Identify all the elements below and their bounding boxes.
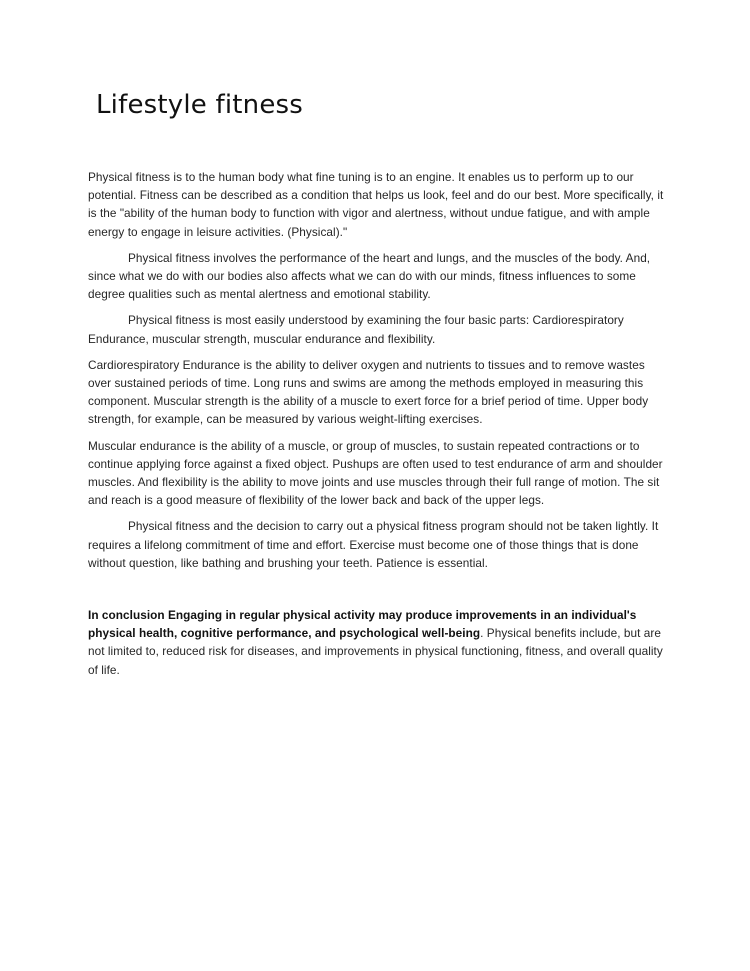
- paragraph-intro: Physical fitness is to the human body what fine tuning is to an engine. It enables us to perform up to our potential. Fitness can be described as a condition that helps us look, feel and do our best. More specifically, it is the "ability of the human body to function with vigor and alertness, without undue fatigue, and with ample energy to engage in leisure activities. (Physical).": [88, 170, 664, 239]
- paragraph-heart-lungs: Physical fitness involves the performance of the heart and lungs, and the muscles of the body. And, since what we do with our bodies also affects what we can do with our minds, fitness influences to some degree qualities such as mental alertness and emotional stability.: [88, 250, 651, 302]
- paragraph-four-parts: Physical fitness is most easily understood by examining the four basic parts: Cardiorespiratory Endurance, muscular strength, muscular endurance and flexibility.: [88, 313, 624, 346]
- conclusion-rest-text: . Physical benefits include, but are not limited to, reduced risk for diseases, and improvements in physical functioning, fitness, and overall quality of life.: [88, 626, 663, 677]
- paragraph-cardio-strength: Cardiorespiratory Endurance is the ability to deliver oxygen and nutrients to tissues and to remove wastes over sustained periods of time. Long runs and swims are among the methods employed in measuring this component. Muscular strength is the ability of a muscle to exert force for a brief period of time. Upper body strength, for example, can be measured by various weight-lifting exercises.: [88, 357, 649, 427]
- document-body: [88, 168, 666, 687]
- paragraph-commitment: Physical fitness and the decision to carry out a physical fitness program should not be taken lightly. It requires a lifelong commitment of time and effort. Exercise must become one of those things that is done without question, like bathing and brushing your teeth. Patience is essential.: [88, 519, 659, 570]
- paragraph-conclusion: [88, 606, 666, 679]
- document-title: Lifestyle fitness: [96, 90, 304, 120]
- conclusion-bold-text: In conclusion Engaging in regular physical activity may produce improvements in an individual's physical health, cognitive performance, and psychological well-being: [88, 608, 637, 641]
- paragraph-endurance-flexibility: Muscular endurance is the ability of a muscle, or group of muscles, to sustain repeated contractions or to continue applying force against a fixed object. Pushups are often used to test endurance of arm and shoulder muscles. And flexibility is the ability to move joints and use muscles through their full range of motion. The sit and reach is a good measure of flexibility of the lower back and back of the upper legs.: [88, 438, 663, 508]
